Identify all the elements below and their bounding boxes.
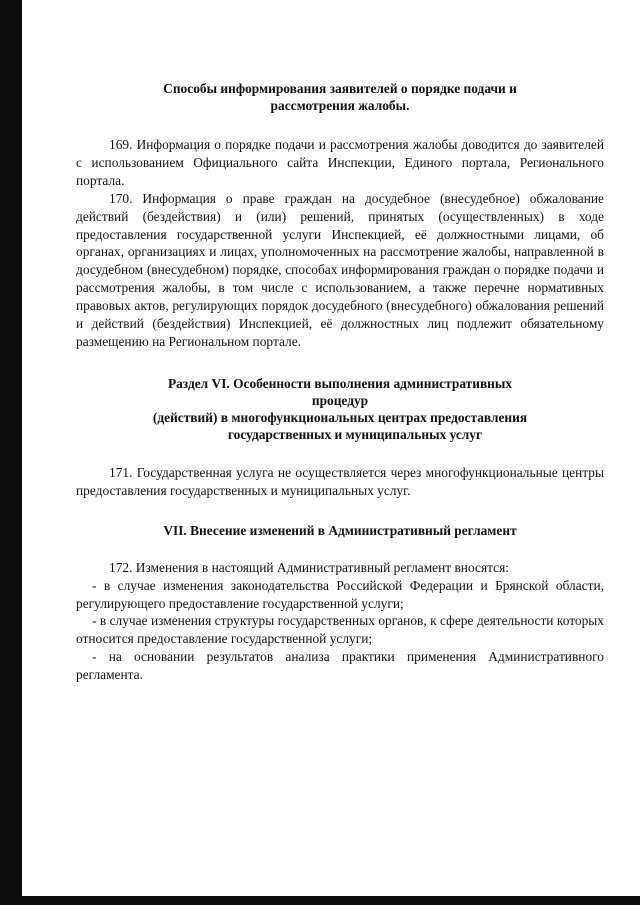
paragraph-171: 171. Государственная услуга не осуществляется через многофункциональные центры предоставления государственных и муниципальных услуг. bbox=[76, 464, 604, 498]
list-item: - в случае изменения структуры государственных органов, к сфере деятельности которых относится предоставление государственной услуги; bbox=[76, 613, 604, 647]
heading-line: государственных и муниципальных услуг bbox=[227, 426, 483, 442]
heading-line: процедур bbox=[311, 392, 369, 408]
heading-line: Способы информирования заявителей о порядке подачи и bbox=[163, 81, 517, 96]
section-heading-complaint-info bbox=[76, 80, 604, 114]
paragraph-170: 170. Информация о праве граждан на досудебное (внесудебное) обжалование действий (бездействия) и (или) решений, принятых (осуществленных) в ходе предоставления государственной услуги Инспекцией, её должностными лицами, об органах, организациях и лицах, уполномоченных на рассмотрение жалобы, направленной в досудебном (внесудебном) порядке, способах информирования граждан о порядке подачи и рассмотрения жалобы, в том числе с использованием, а также перечне нормативных правовых актов, регулирующих порядок досудебного (внесудебного) обжалования решений и действий (бездействия) Инспекцией, её должностных лиц подлежит обязательному размещению на Региональном портале. bbox=[76, 190, 604, 349]
section-heading-section-vi bbox=[76, 375, 604, 443]
scan-border-bottom bbox=[0, 896, 640, 905]
section-heading-section-vii: VII. Внесение изменений в Административный регламент bbox=[163, 522, 517, 538]
list-item: - на основании результатов анализа практики применения Административного регламента. bbox=[76, 649, 604, 683]
scan-border-left bbox=[0, 0, 22, 905]
list-item: - в случае изменения законодательства Российской Федерации и Брянской области, регулирующего предоставление государственной услуги; bbox=[76, 577, 604, 611]
heading-line: Раздел VI. Особенности выполнения административных bbox=[167, 375, 513, 391]
paragraph-169: 169. Информация о порядке подачи и рассмотрения жалобы доводится до заявителей с использованием Официального сайта Инспекции, Единого портала, Регионального портала. bbox=[76, 137, 604, 188]
paragraph-172: 172. Изменения в настоящий Административный регламент вносятся: bbox=[109, 559, 509, 575]
document-page bbox=[76, 80, 604, 684]
heading-line: (действий) в многофункциональных центрах предоставления bbox=[152, 409, 528, 425]
heading-line: рассмотрения жалобы. bbox=[270, 98, 410, 113]
